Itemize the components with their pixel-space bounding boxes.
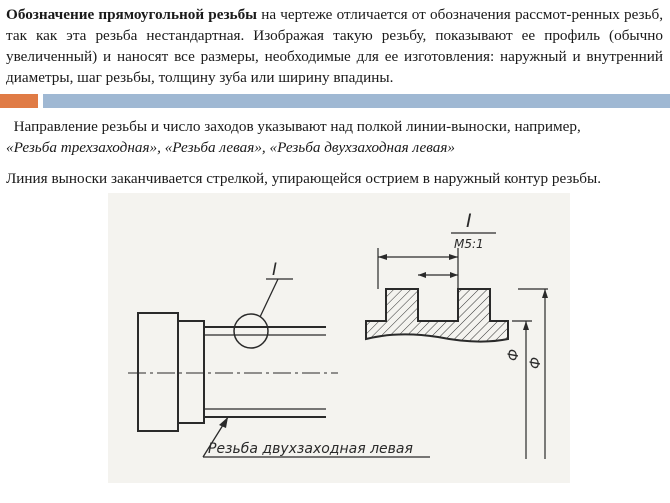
callout-leader xyxy=(260,279,278,317)
inner-diameter-arrow xyxy=(523,321,529,330)
divider-accent-orange xyxy=(0,94,38,108)
paragraph-thread-direction xyxy=(6,116,663,158)
leader-label-text: Резьба двухзаходная левая xyxy=(208,441,413,457)
detail-view xyxy=(366,233,548,459)
pitch-arrow-left xyxy=(378,254,387,260)
thread-profile-section xyxy=(366,289,508,342)
divider-accent-blue xyxy=(43,94,670,108)
shaft-view xyxy=(128,279,430,457)
thread-drawing-svg xyxy=(108,193,570,483)
paragraph-lead-bold: Обозначение прямоугольной резьбы xyxy=(6,6,258,23)
shaft-step xyxy=(178,321,204,423)
tooth-arrow-left xyxy=(418,272,426,278)
outer-diameter-arrow xyxy=(542,289,548,298)
detail-mark-text: I xyxy=(466,210,472,232)
detail-callout-circle xyxy=(234,314,268,348)
shaft-collar xyxy=(138,313,178,431)
paragraph-body: на чертеже отличается от обозначения рассмот-ренных резьб, так как эта резьба нестандартная. Изображая такую резьбу, показывают ее профиль (обычно увеличенный) и наносят все размеры, необходимые для ее изготовления: наружный и внутренний диаметры, шаг резьбы, толщину зуба или ширину впадины. xyxy=(6,6,664,86)
paragraph-rectangular-thread-designation xyxy=(6,4,663,88)
paragraph-direction-examples: «Резьба трехзаходная», «Резьба левая», «Резьба двухзаходная левая» xyxy=(6,139,456,156)
outer-diameter-symbol: Ф xyxy=(528,356,544,369)
paragraph-direction-text: Направление резьбы и число заходов указывают над полкой линии-выноски, например, xyxy=(13,118,581,135)
thread-drawing xyxy=(108,193,570,483)
tooth-arrow-right xyxy=(450,272,458,278)
detail-scale-text: M5:1 xyxy=(454,237,484,251)
callout-mark-text: I xyxy=(272,260,278,280)
inner-diameter-symbol: Ф xyxy=(506,348,522,361)
leader-arrowhead xyxy=(219,417,228,428)
pitch-arrow-right xyxy=(449,254,458,260)
paragraph-leader-line: Линия выноски заканчивается стрелкой, упирающейся острием в наружный контур резьбы. xyxy=(6,170,602,187)
